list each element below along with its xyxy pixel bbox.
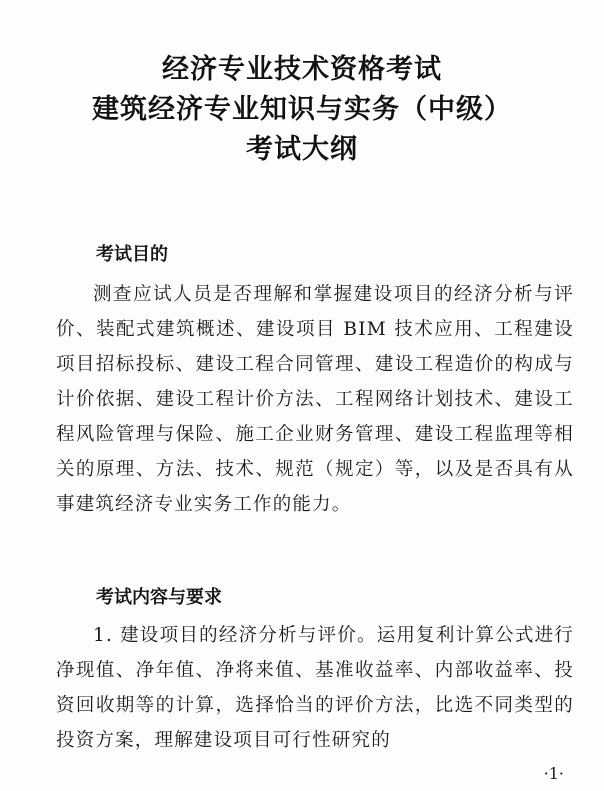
- section-paragraph-purpose: 测查应试人员是否理解和掌握建设项目的经济分析与评价、装配式建筑概述、建设项目 BIM 技术应用、工程建设项目招标投标、建设工程合同管理、建设工程造价的构成与计价依据、建设工程计价方法、工程网络计划技术、建设工程风险管理与保险、施工企业财务管理、建设工程监理等相关的原理、方法、技术、规范（规定）等，以及是否具有从事建筑经济专业实务工作的能力。: [56, 284, 574, 515]
- title-line-3: 考试大纲: [246, 134, 358, 165]
- title-line-1: 经济专业技术资格考试: [162, 54, 442, 85]
- document-title: [0, 50, 604, 170]
- section-heading-purpose: 考试目的: [96, 244, 168, 265]
- title-line-2: 建筑经济专业知识与实务（中级）: [92, 94, 512, 125]
- section-heading-content-requirements: 考试内容与要求: [96, 587, 222, 608]
- section-paragraph-content-requirements: 1. 建设项目的经济分析与评价。运用复利计算公式进行净现值、净年值、净将来值、基准收益率、内部收益率、投资回收期等的计算，选择恰当的评价方法，比选不同类型的投资方案，理解建设项目可行性研究的: [56, 625, 574, 751]
- page-number: ·1·: [543, 764, 564, 783]
